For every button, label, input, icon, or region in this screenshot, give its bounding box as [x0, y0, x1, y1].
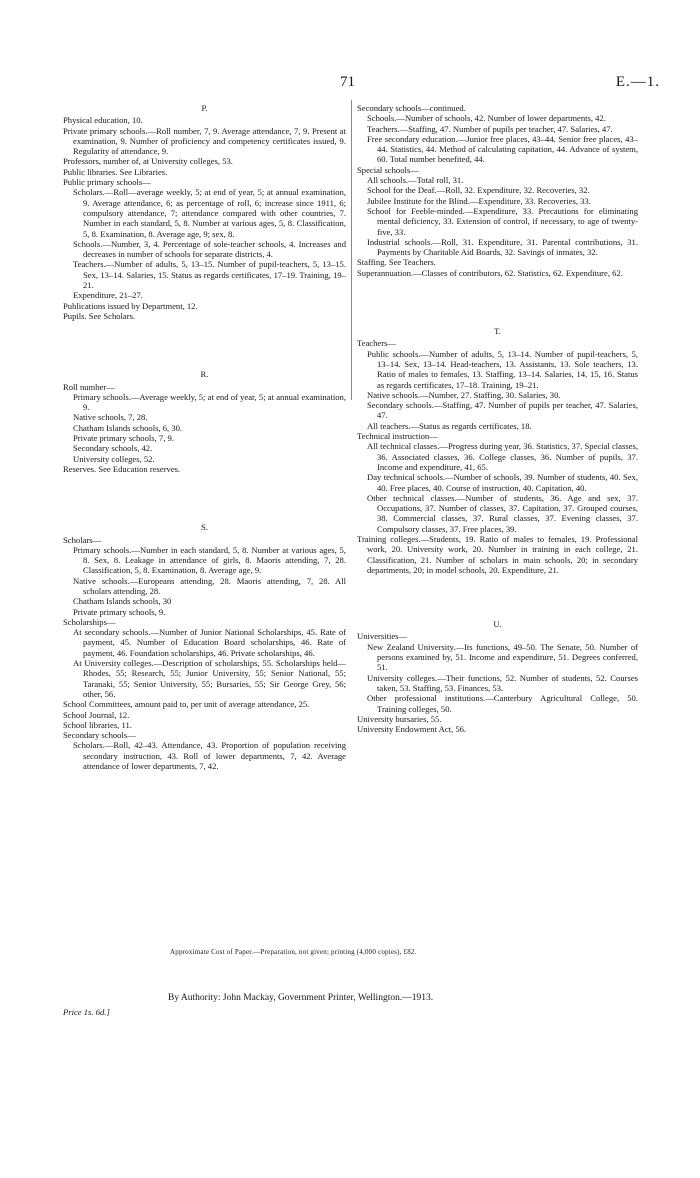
index-section	[63, 522, 346, 771]
section-letter: U.	[493, 619, 502, 630]
index-section	[357, 103, 638, 278]
index-entry: Publications issued by Department, 12.	[63, 300, 198, 311]
section-spacer	[357, 278, 638, 326]
index-entry: Jubilee Institute for the Blind.—Expenditure, 33. Recoveries, 33.	[367, 195, 591, 206]
index-entry: Public schools.—Number of adults, 5, 13–14. Number of pupil-teachers, 5, 13–14. Sex, 13–14. Head-teachers, 13. Assistants, 13. Sole teachers, 13. Ratio of males to females, 13. Staffing, 13–14. Salaries, 14, 15, 16. Status as regards certificates, 17–18. Training, 19–21.	[367, 348, 638, 390]
index-section	[357, 326, 638, 575]
index-entry: Secondary schools, 42.	[73, 443, 153, 454]
column-divider	[351, 100, 352, 400]
index-entry: All technical classes.—Progress during year, 36. Statistics, 37. Special classes, 36. Associated classes, 36. College classes, 36. Number of pupils, 37. Income and expenditure, 41, 65.	[367, 441, 638, 472]
index-section	[63, 369, 346, 474]
right-column	[357, 103, 638, 734]
index-entry: Primary schools.—Number in each standard, 5, 8. Number at various ages, 5, 8. Sex, 8. Leakage in attendance of girls, 8. Maoris attending, 7, 28. Classification, 5, 8. Examination, 8. Average age, 9.	[73, 544, 346, 576]
section-letter: R.	[200, 369, 209, 380]
section-spacer	[63, 474, 346, 522]
index-entry: Free secondary education.—Junior free places, 43–44. Senior free places, 43–44. Statistics, 44. Method of calculating capitation, 44. Advance of system, 60. Total number benefited, 44.	[367, 133, 638, 165]
index-entry: Chatham Islands schools, 30	[73, 596, 172, 607]
index-entry: All schools.—Total roll, 31.	[367, 175, 464, 186]
index-entry: Superannuation.—Classes of contributors, 62. Statistics, 62. Expenditure, 62.	[357, 267, 623, 278]
index-entry: Professors, number of, at University colleges, 53.	[63, 156, 233, 167]
index-section	[63, 103, 346, 321]
section-letter: P.	[201, 103, 208, 113]
index-entry: Physical education, 10.	[63, 115, 143, 126]
price-note: Price 1s. 6d.]	[63, 1007, 110, 1017]
index-entry: Schools.—Number, 3, 4. Percentage of sole-teacher schools, 4. Increases and decreases in number of schools for separate districts, 4.	[73, 238, 346, 260]
index-entry: Expenditure, 21–27.	[73, 290, 143, 301]
index-entry: Technical instruction—	[357, 431, 438, 442]
index-entry: School libraries, 11.	[63, 719, 132, 730]
index-entry: Native schools.—Number, 27. Staffing, 30. Salaries, 30.	[367, 389, 561, 400]
index-entry: School Journal, 12.	[63, 709, 130, 720]
index-entry: Other technical classes.—Number of students, 36. Age and sex, 37. Occupations, 37. Number of classes, 37. Capitation, 37. Grouped courses, 38. Commercial classes, 37. Rural classes, 37. Evening classes, 37. Compulsory classes, 37. Free places, 39.	[367, 492, 638, 534]
index-entry: School for Feeble-minded.—Expenditure, 33. Precautions for eliminating mental deficiency, 33. Extension of control, if necessary, to age of twenty-five, 33.	[367, 205, 638, 237]
index-entry: Training colleges.—Students, 19. Ratio of males to females, 19. Professional work, 20. University work, 20. Number in training in each college, 21. Classification, 21. Number of scholars in main schools, 20; in secondary departments, 20; in model schools, 20. Expenditure, 21.	[357, 533, 638, 575]
index-entry: Private primary schools, 7, 9.	[73, 433, 174, 444]
index-entry: Scholarships—	[63, 616, 116, 627]
index-entry: Teachers.—Staffing, 47. Number of pupils per teacher, 47. Salaries, 47.	[367, 123, 613, 134]
section-letter: T.	[494, 326, 501, 337]
index-section	[357, 619, 638, 734]
index-entry: Day technical schools.—Number of schools, 39. Number of students, 40. Sex, 40. Free places, 40. Course of instruction, 40. Capitation, 40.	[367, 472, 638, 493]
index-entry: All teachers.—Status as regards certificates, 18.	[367, 420, 532, 431]
index-entry: Scholars.—Roll—average weekly, 5; at end of year, 5; at annual examination, 9. Average attendance, 6; as percentage of roll, 6; increase since 1911, 6; compulsory attendance, 7; attendance compared with other countries, 7. Number in each standard, 5, 8. Number at various ages, 5, 8. Classification, 5, 8. Examination, 8. Average age, 9; sex, 8.	[73, 187, 346, 239]
left-column	[63, 103, 346, 771]
index-entry: Scholars—	[63, 534, 102, 545]
index-entry: Universities—	[357, 631, 408, 642]
section-spacer	[63, 321, 346, 369]
index-entry: School for the Deaf.—Roll, 32. Expenditure, 32. Recoveries, 32.	[367, 185, 590, 196]
document-reference: E.—1.	[615, 74, 660, 90]
index-entry: Secondary schools.—Staffing, 47. Number of pupils per teacher, 47. Salaries, 47.	[367, 400, 638, 421]
index-entry: Industrial schools.—Roll, 31. Expenditure, 31. Parental contributions, 31. Payments by Charitable Aid Boards, 32. Savings of inmates, 32.	[367, 236, 638, 258]
index-entry: Pupils. See Scholars.	[63, 310, 136, 321]
index-entry: Teachers—	[357, 338, 397, 349]
cost-note: Approximate Cost of Paper.—Preparation, not given; printing (4,000 copies), £82.	[170, 948, 417, 956]
index-entry: Reserves. See Education reserves.	[63, 463, 181, 474]
index-entry: Private primary schools.—Roll number, 7, 9. Average attendance, 7, 9. Present at examination, 9. Number of proficiency and competency certificates issued, 9. Regularity of attendance, 9.	[63, 125, 346, 157]
index-entry: Secondary schools—	[63, 730, 136, 741]
index-entry: Other professional institutions.—Canterbury Agricultural College, 50. Training colleges, 50.	[367, 693, 638, 714]
index-entry: Chatham Islands schools, 6, 30.	[73, 422, 183, 433]
index-entry: Public libraries. See Libraries.	[63, 166, 168, 177]
index-entry: University colleges.—Their functions, 52. Number of students, 52. Courses taken, 53. Staffing, 53. Finances, 53.	[367, 672, 638, 693]
index-entry: Schools.—Number of schools, 42. Number of lower departments, 42.	[367, 113, 606, 124]
index-entry: Private primary schools, 9.	[73, 606, 166, 617]
index-entry: Scholars.—Roll, 42–43. Attendance, 43. Proportion of population receiving secondary instruction, 43. Roll of lower departments, 7, 42. Average attendance of lower departments, 7, 42.	[73, 740, 346, 772]
index-entry: Primary schools.—Average weekly, 5; at end of year, 5; at annual examination, 9.	[73, 391, 346, 413]
page-number: 71	[340, 74, 355, 90]
index-entry: Public primary schools—	[63, 177, 151, 188]
index-entry: Teachers.—Number of adults, 5, 13–15. Number of pupil-teachers, 5, 13–15. Sex, 13–14. Salaries, 15. Status as regards certificates, 17–19. Training, 19–21.	[73, 259, 346, 291]
index-entry: Staffing. See Teachers.	[357, 257, 436, 268]
section-spacer	[357, 575, 638, 619]
index-entry: University bursaries, 55.	[357, 713, 442, 724]
index-entry: Native schools.—Europeans attending, 28. Maoris attending, 7, 28. All scholars attending, 28.	[73, 575, 346, 596]
index-entry: University Endowment Act, 56.	[357, 724, 467, 735]
index-entry: Native schools, 7, 28.	[73, 412, 148, 423]
printer-authority: By Authority: John Mackay, Government Printer, Wellington.—1913.	[168, 993, 434, 1003]
index-entry: At University colleges.—Description of scholarships, 55. Scholarships held—Rhodes, 55; Research, 55; Junior University, 55; Senior National, 55; Taranaki, 55; Senior University, 55; Bursaries, 55; Sir George Grey, 56; other, 56.	[73, 658, 346, 699]
index-entry: Roll number—	[63, 381, 115, 392]
index-entry: Special schools—	[357, 164, 419, 175]
index-entry: Secondary schools—continued.	[357, 103, 466, 113]
index-entry: At secondary schools.—Number of Junior National Scholarships, 45. Rate of payment, 45. Number of Education Board scholarships, 46. Rate of payment, 46. Foundation scholarships, 46. Private scholarships, 46.	[73, 627, 346, 658]
section-letter: S.	[201, 522, 208, 533]
index-entry: School Committees, amount paid to, per unit of average attendance, 25.	[63, 699, 310, 710]
index-entry: University colleges, 52.	[73, 453, 155, 464]
index-entry: New Zealand University.—Its functions, 49–50. The Senate, 50. Number of persons examined by, 51. Income and expenditure, 51. Degrees conferred, 51.	[367, 641, 638, 673]
